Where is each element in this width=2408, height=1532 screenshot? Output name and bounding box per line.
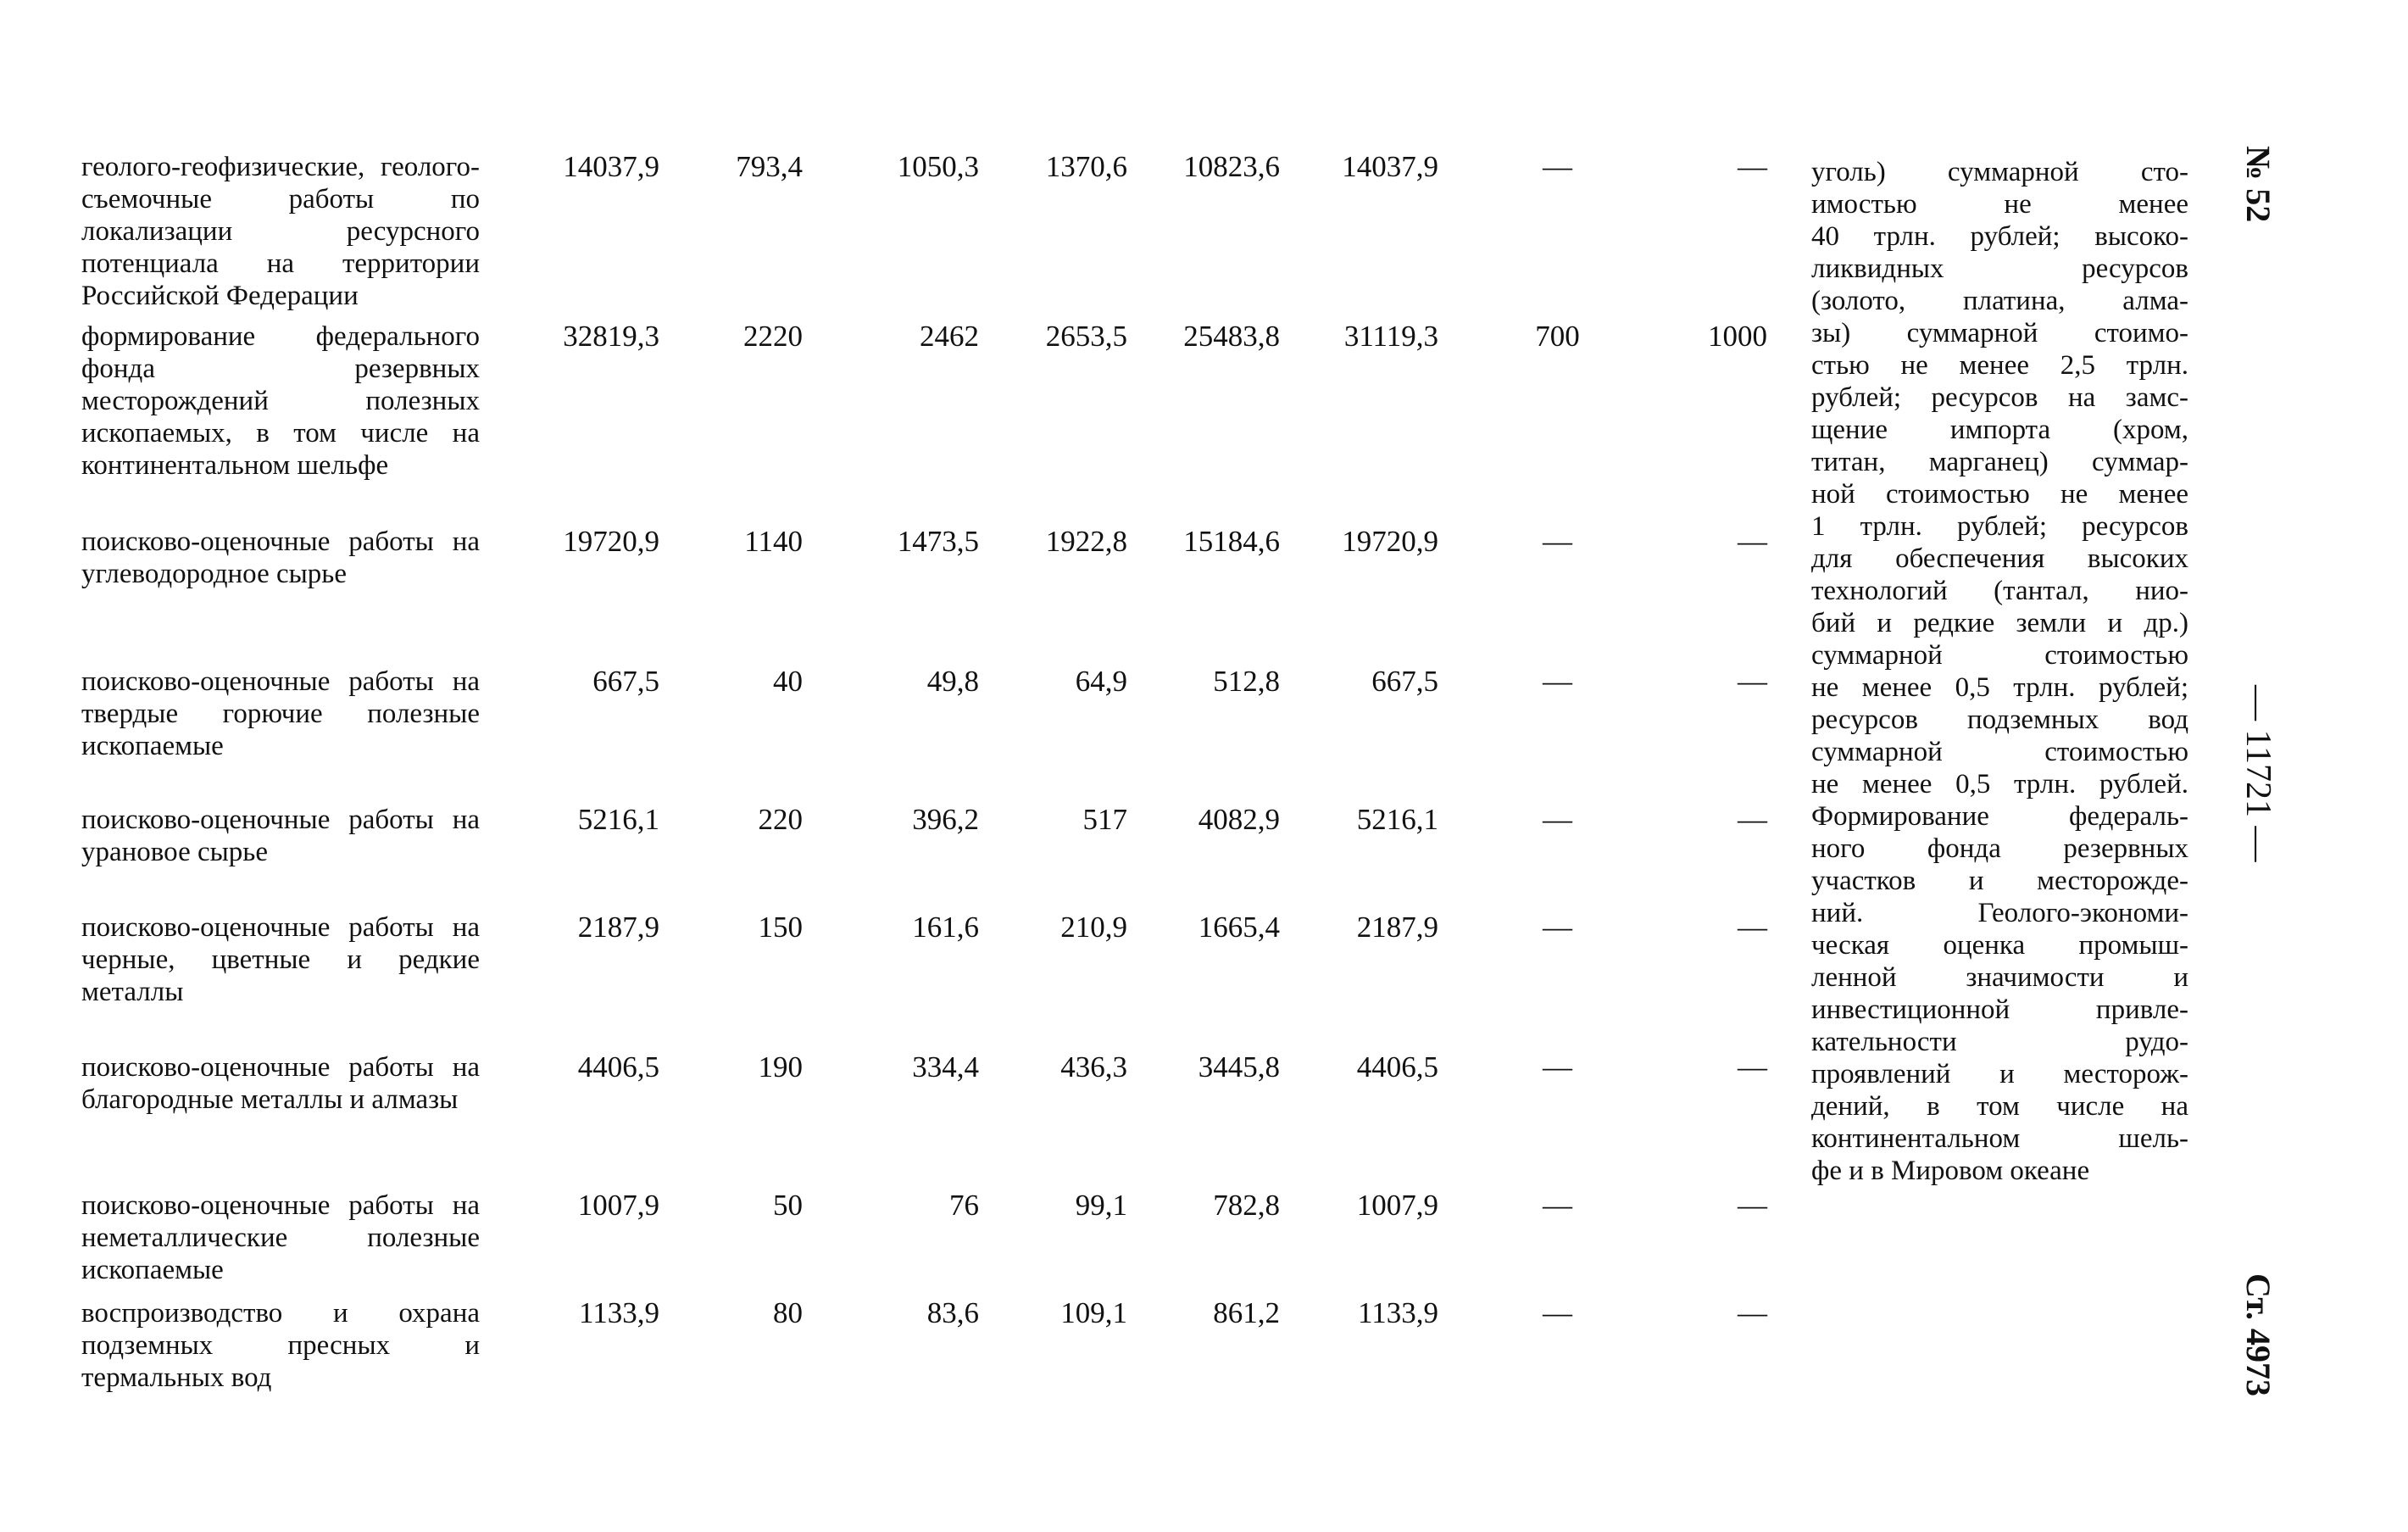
side-line: щение импорта (хром, (1811, 415, 2188, 445)
cell-value: 50 (773, 1189, 803, 1222)
cell-value: 19720,9 (1342, 525, 1438, 558)
cell-value: 80 (773, 1296, 803, 1329)
cell-total: 5216,1 (577, 803, 659, 836)
cell-value: 10823,6 (1183, 150, 1280, 183)
side-line: ресурсов подземных вод (1811, 705, 2188, 735)
side-line: ний. Геолого-экономи- (1811, 898, 2188, 928)
side-line: ленной значимости и (1811, 962, 2188, 993)
cell-value: — (1543, 911, 1572, 944)
cell-value: 2220 (743, 320, 803, 353)
row-description: поисково-оценочные работы на углеводородное сырье (81, 526, 480, 589)
side-line: континентальном шель- (1811, 1123, 2188, 1154)
cell-value: 83,6 (926, 1296, 979, 1329)
side-line: бий и редкие земли и др.) (1811, 608, 2188, 638)
side-line: Формирование федераль- (1811, 801, 2188, 832)
row-description: поисково-оценочные работы на твердые горючие полезные ископаемые (81, 666, 480, 761)
cell-value: 396,2 (912, 803, 979, 836)
cell-value: 150 (758, 911, 803, 944)
side-line: уголь) суммарной сто- (1811, 157, 2188, 187)
cell-value: — (1543, 665, 1572, 698)
cell-value: 1473,5 (897, 525, 979, 558)
cell-total: 32819,3 (563, 320, 659, 353)
cell-value: — (1738, 525, 1767, 558)
side-line: инвестиционной привле- (1811, 994, 2188, 1025)
side-line: 40 трлн. рублей; высоко- (1811, 221, 2188, 252)
cell-value: 25483,8 (1183, 320, 1280, 353)
side-line: проявлений и месторож- (1811, 1059, 2188, 1089)
cell-value: — (1738, 1189, 1767, 1222)
cell-value: 1007,9 (1356, 1189, 1438, 1222)
side-line: зы) суммарной стоимо- (1811, 318, 2188, 348)
cell-value: 1050,3 (897, 150, 979, 183)
page-number: — 11721 — (2238, 685, 2277, 862)
side-line: не менее 0,5 трлн. рублей. (1811, 769, 2188, 799)
cell-value: — (1738, 150, 1767, 183)
side-line: не менее 0,5 трлн. рублей; (1811, 672, 2188, 703)
cell-value: 1000 (1708, 320, 1767, 353)
cell-total: 1133,9 (579, 1296, 659, 1329)
cell-value: 109,1 (1060, 1296, 1127, 1329)
cell-value: 31119,3 (1343, 320, 1438, 353)
cell-value: 2653,5 (1045, 320, 1127, 353)
cell-value: 190 (758, 1050, 803, 1084)
side-line: ной стоимостью не менее (1811, 479, 2188, 510)
cell-total: 19720,9 (563, 525, 659, 558)
side-line: участков и месторожде- (1811, 866, 2188, 896)
article-number: Ст. 4973 (2239, 1273, 2277, 1396)
cell-total: 14037,9 (563, 150, 659, 183)
side-line: для обеспечения высоких (1811, 543, 2188, 574)
cell-value: 793,4 (736, 150, 803, 183)
cell-value: 2187,9 (1356, 911, 1438, 944)
cell-value: 15184,6 (1183, 525, 1280, 558)
cell-value: 1922,8 (1045, 525, 1127, 558)
side-line: технологий (тантал, нио- (1811, 576, 2188, 606)
cell-total: 1007,9 (577, 1189, 659, 1222)
side-line: титан, марганец) суммар- (1811, 447, 2188, 477)
cell-value: 861,2 (1213, 1296, 1280, 1329)
cell-value: 49,8 (926, 665, 979, 698)
cell-value: 5216,1 (1356, 803, 1438, 836)
cell-value: — (1738, 1296, 1767, 1329)
cell-value: 1140 (744, 525, 803, 558)
cell-value: 14037,9 (1342, 150, 1438, 183)
cell-value: 2462 (920, 320, 979, 353)
cell-value: — (1543, 803, 1572, 836)
cell-value: 782,8 (1213, 1189, 1280, 1222)
cell-value: — (1543, 1050, 1572, 1084)
cell-value: 512,8 (1213, 665, 1280, 698)
cell-value: — (1543, 150, 1572, 183)
issue-number: № 52 (2239, 146, 2277, 223)
row-description: воспроизводство и охрана подземных пресных и термальных вод (81, 1298, 480, 1393)
cell-value: — (1738, 911, 1767, 944)
cell-value: 99,1 (1075, 1189, 1127, 1222)
side-line: имостью не менее (1811, 189, 2188, 220)
cell-value: 1665,4 (1198, 911, 1280, 944)
side-line: ческая оценка промыш- (1811, 930, 2188, 961)
row-description: поисково-оценочные работы на неметаллические полезные ископаемые (81, 1190, 480, 1285)
expected-results-column (1811, 156, 2188, 1187)
cell-value: 76 (949, 1189, 979, 1222)
cell-value: 4082,9 (1198, 803, 1280, 836)
cell-value: 700 (1535, 320, 1580, 353)
cell-value: 40 (773, 665, 803, 698)
side-line: рублей; ресурсов на замс- (1811, 382, 2188, 413)
cell-value: 64,9 (1075, 665, 1127, 698)
cell-value: 210,9 (1060, 911, 1127, 944)
cell-value: 220 (758, 803, 803, 836)
row-description: поисково-оценочные работы на урановое сырье (81, 805, 480, 867)
cell-value: 1133,9 (1358, 1296, 1438, 1329)
cell-value: 667,5 (1371, 665, 1438, 698)
side-line: фе и в Мировом океане (1811, 1156, 2090, 1186)
side-line: суммарной стоимостью (1811, 737, 2188, 767)
cell-total: 667,5 (592, 665, 659, 698)
cell-value: 517 (1082, 803, 1127, 836)
cell-value: — (1543, 1189, 1572, 1222)
side-line: (золото, платина, алма- (1811, 286, 2188, 316)
side-line: ного фонда резервных (1811, 833, 2188, 864)
side-line: ликвидных ресурсов (1811, 253, 2188, 284)
cell-value: 436,3 (1060, 1050, 1127, 1084)
cell-value: — (1543, 1296, 1572, 1329)
cell-total: 4406,5 (577, 1050, 659, 1084)
row-description: формирование федерального фонда резервных месторождений полезных ископаемых, в том числе на континентальном шельфе (81, 321, 480, 481)
side-line: стью не менее 2,5 трлн. (1811, 350, 2188, 381)
cell-value: — (1738, 1050, 1767, 1084)
cell-value: 3445,8 (1198, 1050, 1280, 1084)
row-description: поисково-оценочные работы на черные, цветные и редкие металлы (81, 912, 480, 1007)
cell-total: 2187,9 (577, 911, 659, 944)
cell-value: 4406,5 (1356, 1050, 1438, 1084)
cell-value: 334,4 (912, 1050, 979, 1084)
side-line: кательности рудо- (1811, 1027, 2188, 1057)
row-description: поисково-оценочные работы на благородные металлы и алмазы (81, 1052, 480, 1115)
cell-value: 1370,6 (1045, 150, 1127, 183)
side-line: суммарной стоимостью (1811, 640, 2188, 671)
side-line: 1 трлн. рублей; ресурсов (1811, 511, 2188, 542)
cell-value: — (1738, 803, 1767, 836)
cell-value: — (1738, 665, 1767, 698)
cell-value: — (1543, 525, 1572, 558)
row-description: геолого-геофизические, геолого-съемочные работы по локализации ресурсного потенциала на территории Российской Федерации (81, 152, 480, 311)
cell-value: 161,6 (912, 911, 979, 944)
side-line: дений, в том числе на (1811, 1091, 2188, 1122)
